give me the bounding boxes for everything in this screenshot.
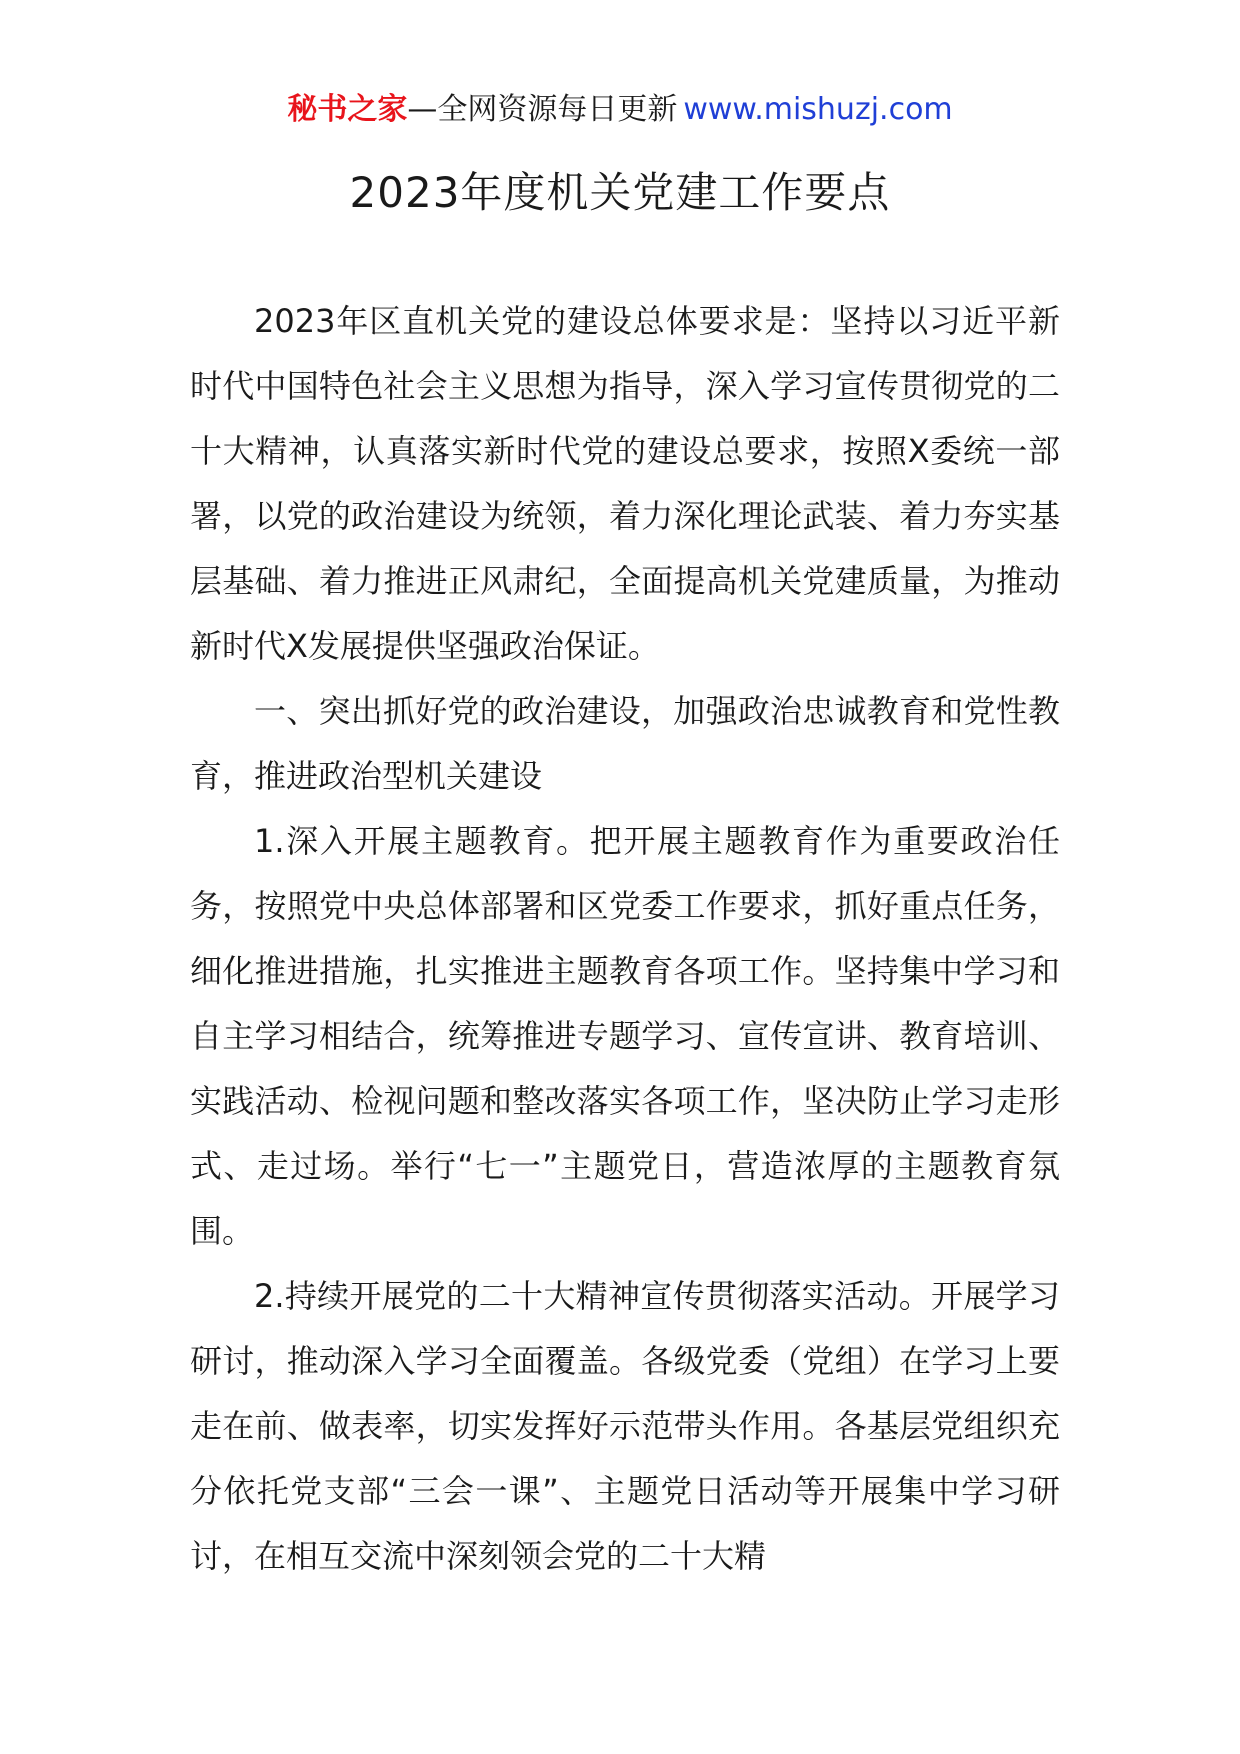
site-slogan: —全网资源每日更新	[407, 92, 678, 127]
document-body	[190, 289, 1060, 1589]
brand-name: 秘书之家	[287, 92, 408, 127]
item-paragraph-2: 2.持续开展党的二十大精神宣传贯彻落实活动。开展学习研讨，推动深入学习全面覆盖。各级党委（党组）在学习上要走在前、做表率，切实发挥好示范带头作用。各基层党组织充分依托党支部“三会一课”、主题党日活动等开展集中学习研讨，在相互交流中深刻领会党的二十大精	[190, 1277, 1060, 1575]
item-paragraph-1: 1.深入开展主题教育。把开展主题教育作为重要政治任务，按照党中央总体部署和区党委工作要求，抓好重点任务，细化推进措施，扎实推进主题教育各项工作。坚持集中学习和自主学习相结合，统筹推进专题学习、宣传宣讲、教育培训、实践活动、检视问题和整改落实各项工作，坚决防止学习走形式、走过场。举行“七一”主题党日，营造浓厚的主题教育氛围。	[190, 822, 1060, 1250]
intro-paragraph: 2023年区直机关党的建设总体要求是：坚持以习近平新时代中国特色社会主义思想为指导，深入学习宣传贯彻党的二十大精神，认真落实新时代党的建设总要求，按照X委统一部署，以党的政治建设为统领，着力深化理论武装、着力夯实基层基础、着力推进正风肃纪，全面提高机关党建质量，为推动新时代X发展提供坚强政治保证。	[190, 302, 1060, 665]
document-title: 2023年度机关党建工作要点	[349, 168, 891, 217]
site-url-link[interactable]: www.mishuzj.com	[683, 92, 953, 127]
site-banner	[0, 88, 1240, 132]
section-heading-1: 一、突出抓好党的政治建设，加强政治忠诚教育和党性教育，推进政治型机关建设	[190, 692, 1060, 795]
